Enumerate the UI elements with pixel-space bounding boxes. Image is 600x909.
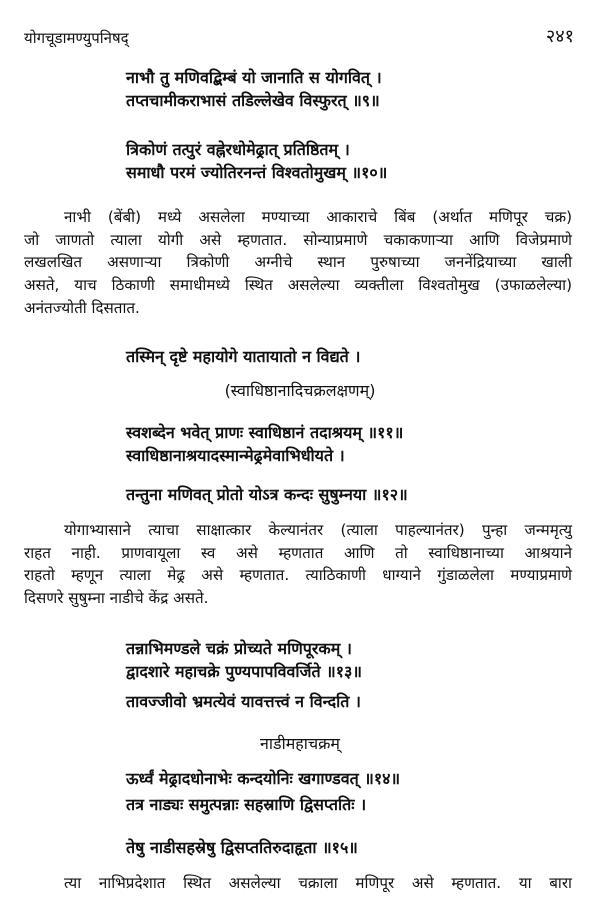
verse-line: द्वादशारे महाचक्रे पुण्यपापविवर्जिते ॥१३॥ <box>126 662 362 681</box>
verse-15 <box>0 836 600 859</box>
verse-line: स्वशब्देन भवेत् प्राणः स्वाधिष्ठानं तदाश्रयम् ॥११॥ <box>126 423 404 442</box>
paragraph-line: दिसणरे सुषुम्ना नाडीचे केंद्र असते. <box>24 589 209 608</box>
verse-11 <box>0 421 600 467</box>
verse-line: समाधौ परमं ज्योतिरनन्तं विश्वतोमुखम् ॥१०॥ <box>126 163 388 182</box>
verse-line: त्रिकोणं तत्पुरं वह्नेरधोमेढ्रात् प्रतिष्ठितम् । <box>126 140 350 159</box>
verse-line: तप्तचामीकराभासं तडिल्लेखेव विस्फुरत् ॥९॥ <box>126 91 380 110</box>
commentary-paragraph-3 <box>24 872 572 895</box>
verse-line: ऊर्ध्वं मेढ्रादधोनाभेः कन्दयोनिः खगाण्डवत् ॥१४॥ <box>126 769 401 788</box>
verse-9 <box>0 66 600 112</box>
paragraph-line: योगाभ्यासाने त्याचा साक्षात्कार केल्यानंतर (त्याला पाहल्यानंतर) पुन्हा जन्ममृत्यु <box>64 521 572 539</box>
verse-line: तन्नाभिमण्डले चक्रं प्रोच्यते मणिपूरकम् । <box>126 639 352 658</box>
paragraph-line: जो जाणतो त्याला योगी असे म्हणतात. सोन्याप्रमाणे चकाकणाऱ्या आणि विजेप्रमाणे <box>24 230 572 249</box>
running-title: योगचूडामण्युपनिषद् <box>24 29 129 47</box>
verse-line: स्वाधिष्ठानाश्रयादस्मान्मेढ्रमेवाभिधीयते । <box>126 446 345 465</box>
page-header <box>24 28 574 52</box>
paragraph-line: असते, याच ठिकाणी समाधीमध्ये स्थित असलेल्या व्यक्तीला विश्वतोमुख (उफाळलेल्या) <box>24 276 572 295</box>
verse-line: तत्र नाड्यः समुत्पन्नाः सहस्राणि द्विसप्ततिः । <box>126 795 367 814</box>
verse-12 <box>0 483 600 506</box>
paragraph-line: राहतो म्हणून त्याला मेढ्र असे म्हणतात. त्याठिकाणी धाग्याने गुंडाळलेला मण्याप्रमाणे <box>24 566 572 585</box>
paragraph-line: अनंतज्योती दिसतात. <box>24 298 140 317</box>
verse-line: तावज्जीवो भ्रमत्येवं यावत्तत्त्वं न विन्दति । <box>126 692 361 711</box>
verse-13 <box>0 637 600 713</box>
verse-line: नाभौ तु मणिवद्बिम्बं यो जानाति स योगवित् । <box>126 68 382 87</box>
paragraph-line: त्या नाभिप्रदेशात स्थित असलेल्या चक्राला मणिपूर असे म्हणतात. या बारा <box>64 874 572 892</box>
section-heading-svadhishthana: (स्वाधिष्ठानादिचक्रलक्षणम्) <box>224 381 376 400</box>
verse-line: तन्तुना मणिवत् प्रोतो योऽत्र कन्दः सुषुम्नया ॥१२॥ <box>126 485 408 504</box>
paragraph-line: नाभी (बेंबी) मध्ये असलेला मण्याच्या आकाराचे बिंब (अर्थात मणिपूर चक्र) <box>64 208 573 226</box>
section-heading-nadi: नाडीमहाचक्रम् <box>260 734 340 753</box>
verse-line: तेषु नाडीसहस्रेषु द्विसप्ततिरुदाहृता ॥१५॥ <box>126 838 358 857</box>
verse-line: तस्मिन् दृष्टे महायोगे यातायातो न विद्यते । <box>126 347 361 366</box>
commentary-paragraph-1 <box>24 206 572 320</box>
verse-14 <box>0 767 600 816</box>
verse-10 <box>0 138 600 184</box>
verse-10b <box>0 345 600 368</box>
paragraph-line: राहत नाही. प्राणवायूला स्व असे म्हणतात आणि तो स्वाधिष्ठानाच्या आश्रयाने <box>24 543 572 562</box>
page-number: २४१ <box>545 26 574 47</box>
commentary-paragraph-2 <box>24 519 572 610</box>
paragraph-line: लखलखित असणाऱ्या त्रिकोणी अग्नीचे स्थान पुरुषाच्या जननेंद्रियाच्या खाली <box>24 253 572 272</box>
